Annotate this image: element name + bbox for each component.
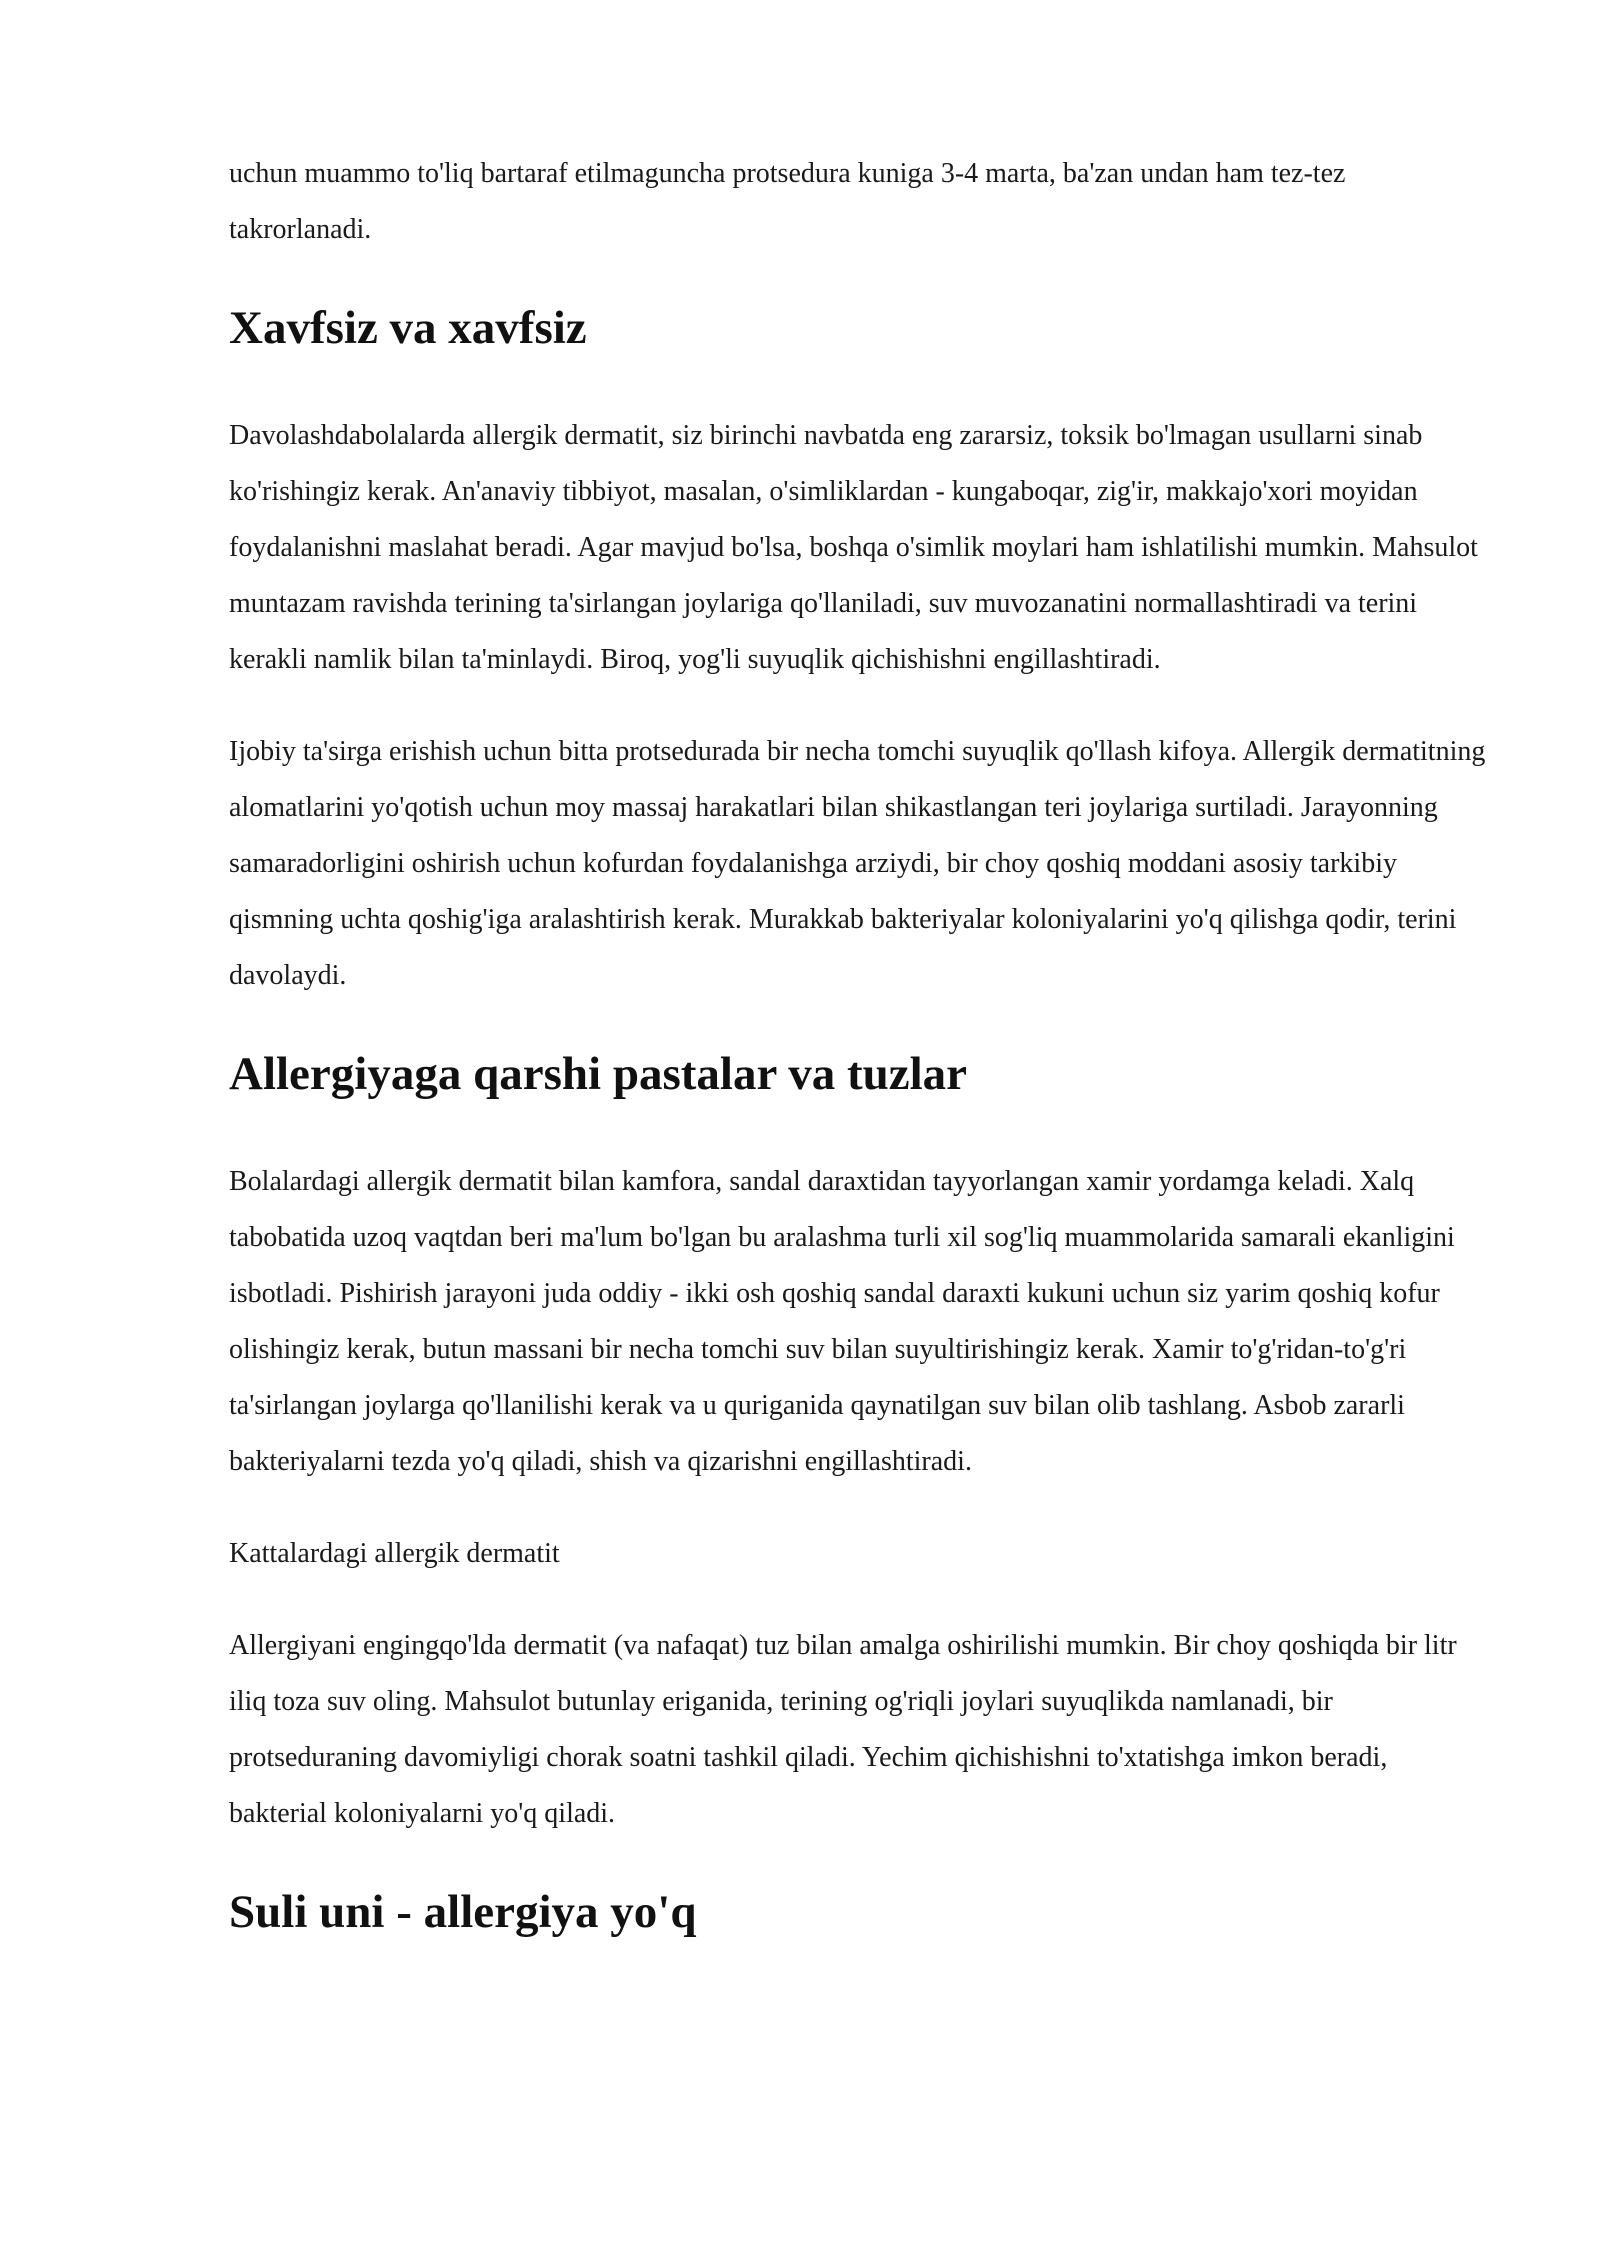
- paragraph-adults-title: Kattalardagi allergik dermatit: [229, 1538, 560, 1569]
- paragraph-safe-2: Ijobiy ta'sirga erishish uchun bitta protsedurada bir necha tomchi suyuqlik qo'llash kifoya. Allergik dermatitning alomatlarini yo'qotish uchun moy massaj harakatlari bilan shikastlangan teri joylariga surtiladi. Jarayonning samaradorligini oshirish uchun kofurdan foydalanishga arziydi, bir choy qoshiq moddani asosiy tarkibiy qismning uchta qoshig'iga aralashtirish kerak. Murakkab bakteriyalar koloniyalarini yo'q qilishga qodir, terini davolaydi.: [229, 736, 1486, 991]
- paragraph-pastes-1: Bolalardagi allergik dermatit bilan kamfora, sandal daraxtidan tayyorlangan xamir yordamga keladi. Xalq tabobatida uzoq vaqtdan beri ma'lum bo'lgan bu aralashma turli xil sog'liq muammolarida samarali ekanligini isbotladi. Pishirish jarayoni juda oddiy - ikki osh qoshiq sandal daraxti kukuni uchun siz yarim qoshiq kofur olishingiz kerak, butun massani bir necha tomchi suv bilan suyultirishingiz kerak. Xamir to'g'ridan-to'g'ri ta'sirlangan joylarga qo'llanilishi kerak va u quriganida qaynatilgan suv bilan olib tashlang. Asbob zararli bakteriyalarni tezda yo'q qiladi, shish va qizarishni engillashtiradi.: [229, 1166, 1455, 1477]
- paragraph-safe-1: Davolashdabolalarda allergik dermatit, siz birinchi navbatda eng zararsiz, toksik bo'lmagan usullarni sinab ko'rishingiz kerak. An'anaviy tibbiyot, masalan, o'simliklardan - kungaboqar, zig'ir, makkajo'xori moyidan foydalanishni maslahat beradi. Agar mavjud bo'lsa, boshqa o'simlik moylari ham ishlatilishi mumkin. Mahsulot muntazam ravishda terining ta'sirlangan joylariga qo'llaniladi, suv muvozanatini normallashtiradi va terini kerakli namlik bilan ta'minlaydi. Biroq, yog'li suyuqlik qichishishni engillashtiradi.: [229, 420, 1478, 675]
- heading-oat: Suli uni - allergiya yo'q: [229, 1886, 697, 1938]
- paragraph-adults: Allergiyani engingqo'lda dermatit (va nafaqat) tuz bilan amalga oshirilishi mumkin. Bir choy qoshiqda bir litr iliq toza suv oling. Mahsulot butunlay eriganida, terining og'riqli joylari suyuqlikda namlanadi, bir protseduraning davomiyligi chorak soatni tashkil qiladi. Yechim qichishishni to'xtatishga imkon beradi, bakterial koloniyalarni yo'q qiladi.: [229, 1630, 1457, 1829]
- document-page: [229, 146, 1489, 1940]
- paragraph-intro: uchun muammo to'liq bartaraf etilmaguncha protsedura kuniga 3-4 marta, ba'zan undan ham tez-tez takrorlanadi.: [229, 158, 1346, 245]
- heading-safe: Xavfsiz va xavfsiz: [229, 302, 587, 354]
- heading-pastes: Allergiyaga qarshi pastalar va tuzlar: [229, 1048, 968, 1100]
